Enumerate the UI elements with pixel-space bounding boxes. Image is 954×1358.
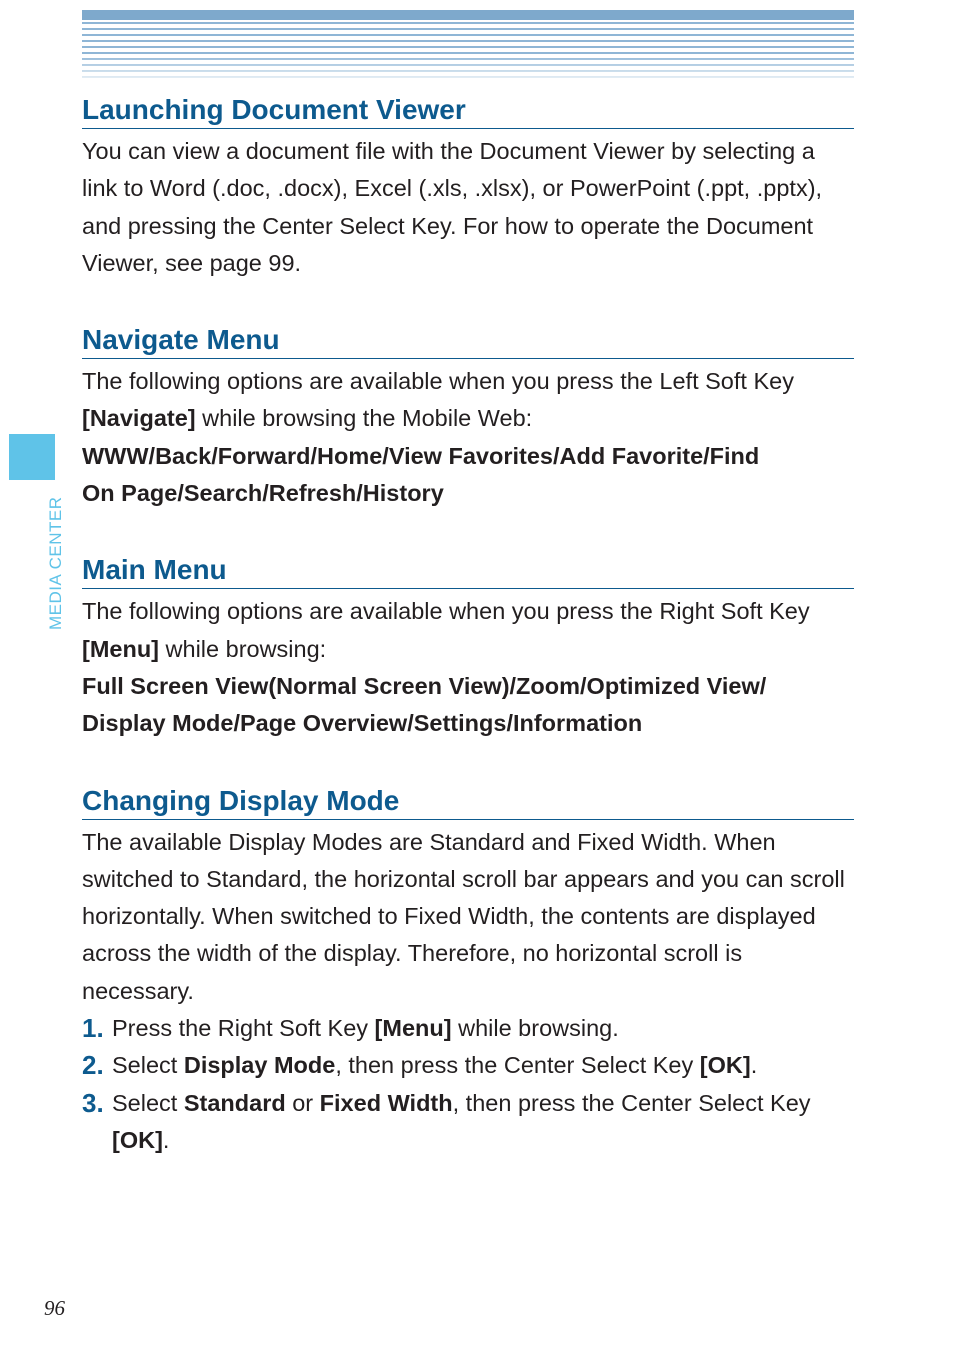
text: . [750,1052,758,1079]
paragraph-display-mode: The available Display Modes are Standard and Fixed Width. When switched to Standard, the horizontal scroll bar appears and you can scroll horizontally. When switched to Fixed Width, the contents are displayed across the width of the display. Therefore, no horizontal scroll is necessary. [82,828,845,1004]
heading-changing-display-mode: Changing Display Mode [82,783,854,820]
text: Select [112,1052,184,1079]
text: while browsing: [159,635,327,662]
navigate-options-line-1: WWW/Back/Forward/Home/View Favorites/Add Favorite/Find [82,442,760,469]
text: or [285,1089,320,1116]
main-menu-options-line-2: Display Mode/Page Overview/Settings/Information [82,710,643,737]
option-label: Standard [183,1089,286,1116]
key-label-menu: [Menu] [82,635,160,662]
text: The following options are available when you press the Left Soft Key [82,368,794,395]
key-label-navigate: [Navigate] [82,405,196,432]
key-label: [OK] [699,1052,751,1079]
paragraph-document-viewer: You can view a document file with the Document Viewer by selecting a link to Word (.doc, .docx), Excel (.xls, .xlsx), or PowerPoint (.ppt, .pptx), and pressing the Center Select Key. For how to operate the Document Viewer, see page 99. [82,138,823,276]
heading-main-menu: Main Menu [82,552,854,589]
section-tab-label: MEDIA CENTER [46,496,65,630]
option-label: Fixed Width [319,1089,453,1116]
text: The following options are available when you press the Right Soft Key [82,598,810,625]
step-item [82,1085,854,1160]
page-content [82,92,854,1159]
text: while browsing. [451,1015,619,1042]
step-item [82,1047,854,1084]
step-list [82,1010,854,1159]
text: . [162,1126,170,1153]
page-number: 96 [44,1296,65,1320]
main-menu-options-line-1: Full Screen View(Normal Screen View)/Zoom/Optimized View/ [82,672,767,699]
option-label: Display Mode [183,1052,336,1079]
text: , then press the Center Select Key [452,1089,811,1116]
section-gap [82,743,854,783]
key-label: [OK] [112,1126,163,1153]
paragraph-navigate-menu [82,363,854,438]
heading-launching-document-viewer: Launching Document Viewer [82,92,854,129]
key-label: [Menu] [374,1015,452,1042]
paragraph-main-menu [82,593,854,668]
heading-navigate-menu: Navigate Menu [82,322,854,359]
step-number: 1. [82,1013,104,1044]
step-number: 2. [82,1050,104,1081]
section-gap [82,512,854,552]
step-number: 3. [82,1087,104,1118]
text: while browsing the Mobile Web: [195,405,533,432]
text: , then press the Center Select Key [335,1052,700,1079]
section-gap [82,282,854,322]
navigate-options-line-2: On Page/Search/Refresh/History [82,480,444,507]
text: Press the Right Soft Key [112,1015,375,1042]
header-decoration [82,10,854,78]
step-item [82,1010,854,1047]
text: Select [112,1089,184,1116]
section-tab-marker [9,434,55,480]
